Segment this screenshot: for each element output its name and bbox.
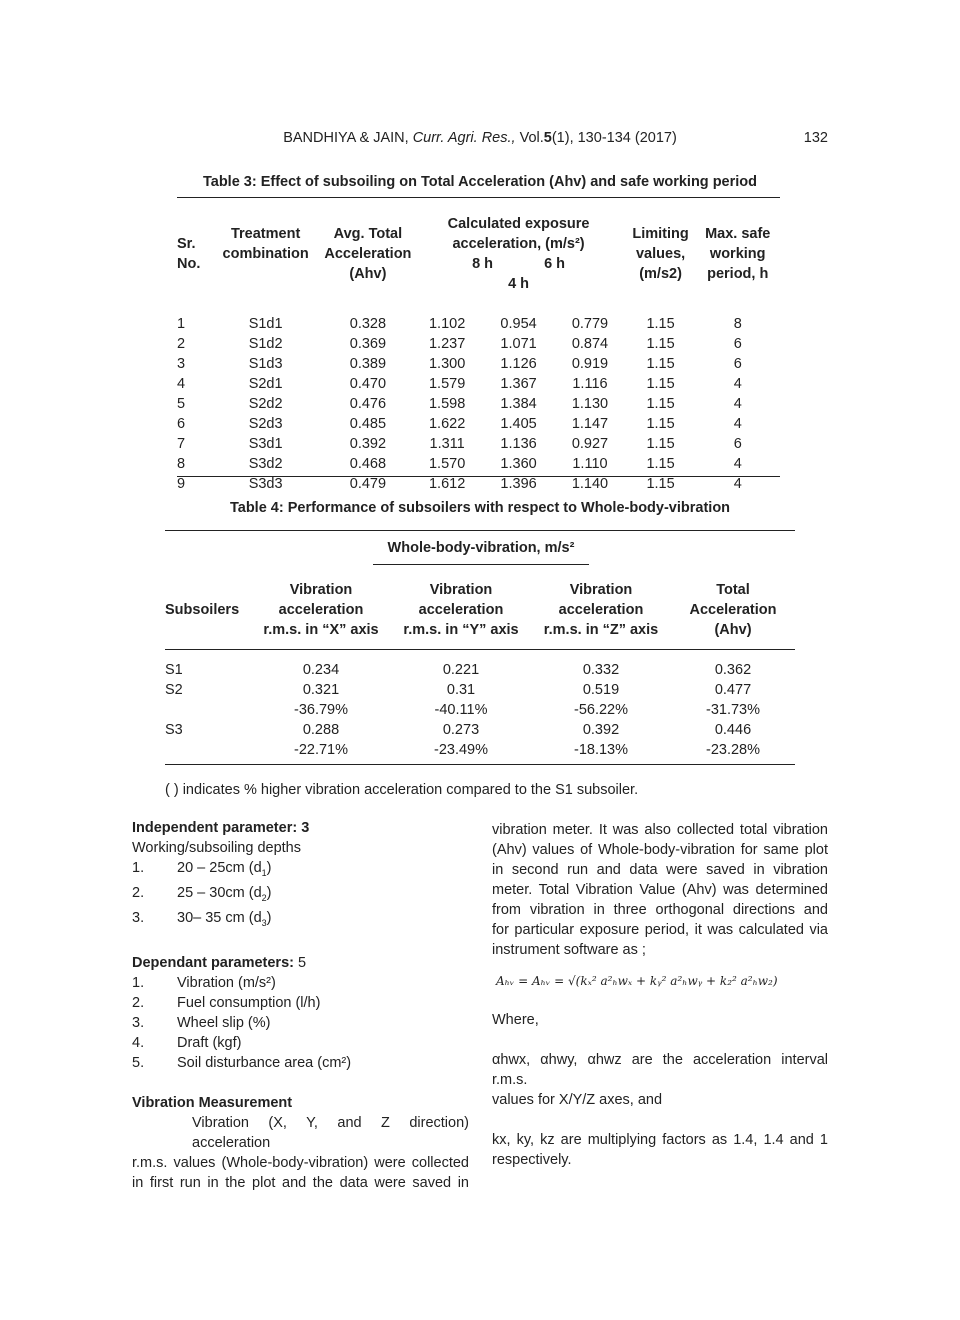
table-cell: 0.392 — [582, 722, 620, 738]
table-cell: 1.110 — [572, 456, 608, 472]
table-cell: 0.234 — [302, 662, 340, 678]
list-text-end: ) — [266, 884, 272, 901]
table-cell: S2d3 — [248, 416, 283, 432]
list-text: Fuel consumption (l/h) — [177, 994, 321, 1011]
table-cell: S3d2 — [248, 456, 283, 472]
table-cell: 1.15 — [646, 436, 675, 452]
table-cell: 1.147 — [571, 416, 609, 432]
table-cell: S3d1 — [248, 436, 283, 452]
list-text: Wheel slip (%) — [177, 1014, 271, 1031]
table-row — [165, 740, 795, 760]
table-cell: 4 — [733, 416, 742, 432]
table-cell: 1.15 — [646, 476, 675, 492]
list-number: 2. — [132, 994, 145, 1011]
table-cell: 1.136 — [500, 436, 537, 452]
table-cell: 1.622 — [428, 416, 466, 432]
table-row — [177, 414, 780, 434]
table4-h-subsoilers: Subsoilers — [165, 602, 240, 618]
right-line-5: from vibration in three orthogonal directions and — [492, 902, 828, 918]
table-cell: -18.13% — [573, 742, 628, 758]
table-cell: 6 — [733, 356, 742, 372]
table-cell: S1d1 — [248, 316, 283, 332]
table-cell: 0.477 — [714, 682, 752, 698]
table-row — [177, 394, 780, 414]
table-cell: 1.311 — [429, 436, 465, 452]
table-cell: 1.15 — [646, 416, 675, 432]
table4-top-rule — [165, 530, 795, 531]
table-cell: -31.73% — [705, 702, 760, 718]
list-text: 30– 35 cm (d — [177, 909, 262, 926]
table-cell: 6 — [733, 336, 742, 352]
table4-note: ( ) indicates % higher vibration acceleration compared to the S1 subsoiler. — [165, 782, 639, 798]
table4-group-rule — [373, 564, 589, 565]
table-cell: 7 — [177, 436, 186, 452]
table4-header-rule — [165, 649, 795, 650]
table-row — [165, 720, 795, 740]
table-cell: 1.15 — [646, 396, 675, 412]
table3-header — [177, 214, 780, 314]
table-row — [177, 354, 780, 374]
table-cell: -36.79% — [293, 702, 348, 718]
right-line-6: for particular exposure period, it was calculated via — [492, 922, 828, 938]
indep-list — [132, 858, 469, 933]
table-cell: 1.116 — [572, 376, 608, 392]
table-cell: 1.15 — [646, 356, 675, 372]
table3-h-limit: Limiting values, (m/s2) — [632, 226, 689, 282]
table4-group-header: Whole-body-vibration, m/s² — [387, 540, 575, 556]
table3-h-calc: Calculated exposure acceleration, (m/s²) 8 h 6 h4 h — [447, 216, 590, 292]
list-text: 25 – 30cm (d — [177, 884, 262, 901]
left-column — [132, 818, 469, 1193]
table-cell: 1.405 — [500, 416, 537, 432]
table-cell: 0.273 — [442, 722, 480, 738]
list-item — [132, 973, 469, 993]
table-cell: 0.927 — [571, 436, 609, 452]
table-cell: -23.28% — [705, 742, 760, 758]
vib-line-1: Vibration (X, Y, and Z direction) acceleration — [192, 1114, 469, 1151]
list-text: Soil disturbance area (cm²) — [177, 1054, 352, 1071]
dep-title: Dependant parameters: — [132, 954, 294, 971]
table4-h-x: Vibration acceleration r.m.s. in “X” axis — [263, 582, 379, 638]
table-cell: 0.389 — [349, 356, 387, 372]
right-last-line: instrument software as ; — [492, 942, 646, 958]
list-item — [132, 1013, 469, 1033]
table-cell: 0.332 — [582, 662, 620, 678]
indep-sub: Working/subsoiling depths — [132, 840, 301, 856]
table4-h-total: Total Acceleration (Ahv) — [689, 582, 777, 638]
table-cell: 1.15 — [646, 336, 675, 352]
table-cell: 0.919 — [571, 356, 609, 372]
table-cell: 1.237 — [428, 336, 466, 352]
table-cell: 1.300 — [428, 356, 466, 372]
table-cell: 1.598 — [428, 396, 466, 412]
list-item — [132, 908, 469, 933]
table-cell: 1.367 — [500, 376, 537, 392]
list-item — [132, 1033, 469, 1053]
table-cell: 1.579 — [428, 376, 466, 392]
table-cell: 4 — [177, 376, 186, 392]
header-authors: BANDHIYA & JAIN, — [283, 130, 409, 146]
table-cell: 9 — [177, 476, 186, 492]
table3-top-rule — [177, 197, 780, 198]
right-line-2: (Ahv) values of Whole-body-vibration for same plot — [492, 842, 828, 858]
alpha-line-2: values for X/Y/Z axes, and — [492, 1092, 663, 1108]
table-cell: 0.392 — [349, 436, 387, 452]
list-number: 1. — [132, 974, 145, 991]
list-text: Draft (kgf) — [177, 1034, 242, 1051]
table-cell: 1.102 — [428, 316, 466, 332]
table3-h-avg: Avg. Total Acceleration (Ahv) — [324, 226, 412, 282]
vib-line-2: r.m.s. values (Whole-body-vibration) were collected — [132, 1154, 469, 1171]
table-cell: 0.954 — [500, 316, 537, 332]
table3-h-sr: Sr. No. — [177, 236, 201, 272]
header-journal: Curr. Agri. Res., — [412, 130, 516, 146]
table-cell: 0.468 — [349, 456, 387, 472]
table-cell: 0.362 — [714, 662, 752, 678]
list-item — [132, 858, 469, 883]
table-cell: 1.15 — [646, 456, 675, 472]
vib-title: Vibration Measurement — [132, 1094, 293, 1111]
table-cell: 4 — [733, 376, 742, 392]
table-cell: 0.470 — [349, 376, 387, 392]
table-cell: 5 — [177, 396, 186, 412]
table-cell: 1.570 — [428, 456, 466, 472]
table-cell: 0.328 — [349, 316, 387, 332]
table-cell: 0.874 — [571, 336, 609, 352]
vib-line-3: in first run in the plot and the data were saved in — [132, 1174, 469, 1191]
table-cell: S1d2 — [248, 336, 283, 352]
table-cell: 0.485 — [349, 416, 387, 432]
table-cell: S1d3 — [248, 356, 283, 372]
table-row — [177, 434, 780, 454]
table4 — [165, 580, 795, 640]
table4-h-y: Vibration acceleration r.m.s. in “Y” axis — [403, 582, 519, 638]
k-line-2: respectively. — [492, 1152, 572, 1168]
table-row — [165, 660, 795, 680]
table-cell: 2 — [177, 336, 186, 352]
table-cell: 1.140 — [571, 476, 609, 492]
table4-body — [165, 660, 795, 760]
table-row — [177, 474, 780, 494]
table-cell: -40.11% — [434, 702, 488, 718]
table-cell: 8 — [733, 316, 742, 332]
right-line-3: in second run and data were saved in vibration — [492, 862, 828, 878]
table-cell: 0.779 — [571, 316, 609, 332]
table-cell: 1.384 — [500, 396, 537, 412]
table-cell: 1.15 — [646, 316, 675, 332]
list-number: 3. — [132, 1014, 145, 1031]
dep-list — [132, 973, 469, 1073]
table-cell: 1.396 — [500, 476, 537, 492]
right-line-4: meter. Total Vibration Value (Ahv) was determined — [492, 882, 828, 898]
header-vol-num: 5 — [543, 130, 552, 146]
table-row — [177, 334, 780, 354]
table3-bottom-rule — [177, 476, 780, 477]
list-item — [132, 1053, 469, 1073]
list-number: 2. — [132, 884, 145, 901]
table-row — [177, 374, 780, 394]
table4-body-table — [165, 660, 795, 760]
list-subscript: 2 — [261, 892, 267, 903]
table-cell: 0.369 — [349, 336, 387, 352]
table-cell: 6 — [177, 416, 186, 432]
list-text: 20 – 25cm (d — [177, 860, 262, 876]
list-text: Vibration (m/s²) — [177, 974, 276, 991]
table-cell: S2 — [165, 682, 183, 698]
table-cell: 0.288 — [302, 722, 340, 738]
table-cell: 3 — [177, 356, 186, 372]
table-cell: 0.31 — [446, 682, 476, 698]
table-cell: 0.519 — [582, 682, 620, 698]
table-cell: 0.476 — [349, 396, 387, 412]
table-cell: 1.612 — [428, 476, 466, 492]
table4-caption: Table 4: Performance of subsoilers with respect to Whole-body-vibration — [229, 500, 731, 516]
ahv-formula-text: Aₕᵥ = Aₕᵥ = √(kₓ² a²ₕwₓ + kᵧ² a²ₕwᵧ + k₂² a²ₕw₂) — [496, 974, 778, 988]
table3-body — [177, 314, 780, 494]
alpha-line-1: αhwx, αhwy, αhwz are the acceleration interval r.m.s. — [492, 1052, 828, 1088]
table-cell — [165, 700, 251, 720]
table-cell — [165, 740, 251, 760]
list-number: 3. — [132, 909, 145, 926]
table-cell: 0.321 — [302, 682, 340, 698]
list-subscript: 1 — [261, 867, 267, 878]
table-cell: 0.479 — [349, 476, 387, 492]
indep-title: Independent parameter: 3 — [132, 820, 310, 836]
table-cell: 1.15 — [646, 376, 675, 392]
table-cell: 4 — [733, 476, 742, 492]
table-cell: -56.22% — [573, 702, 628, 718]
table-cell: 1.126 — [500, 356, 537, 372]
list-item — [132, 993, 469, 1013]
header-vol-rest: (1), 130-134 (2017) — [551, 130, 677, 146]
table3 — [177, 214, 780, 494]
ahv-formula — [492, 960, 828, 1010]
table4-header — [165, 580, 795, 640]
table-cell: S3d3 — [248, 476, 283, 492]
table-cell: 0.221 — [442, 662, 480, 678]
table4-bottom-rule — [165, 764, 795, 765]
table-cell: 8 — [177, 456, 186, 472]
table4-h-z: Vibration acceleration r.m.s. in “Z” axis — [543, 582, 659, 638]
table-cell: 1.360 — [500, 456, 537, 472]
list-number: 4. — [132, 1034, 145, 1051]
table-cell: 0.446 — [714, 722, 752, 738]
table3-caption: Table 3: Effect of subsoiling on Total Acceleration (Ahv) and safe working period — [202, 174, 758, 190]
list-text-end: ) — [266, 860, 272, 876]
list-number: 1. — [132, 860, 145, 876]
list-text-end: ) — [266, 909, 272, 926]
table-row — [177, 454, 780, 474]
table-cell: 4 — [733, 396, 742, 412]
header-vol-prefix: Vol. — [519, 130, 544, 146]
table-row — [177, 314, 780, 334]
table-cell: 1 — [177, 316, 186, 332]
table-cell: -22.71% — [293, 742, 348, 758]
right-column — [492, 820, 828, 1170]
table-cell: S1 — [165, 662, 183, 678]
page-number: 132 — [803, 130, 828, 146]
table-row — [165, 680, 795, 700]
right-line-1: vibration meter. It was also collected total vibration — [492, 822, 828, 838]
table-cell: 6 — [733, 436, 742, 452]
table3-h-max: Max. safe working period, h — [705, 226, 771, 282]
table-cell: S2d1 — [248, 376, 283, 392]
dep-count: 5 — [298, 954, 307, 971]
dep-heading — [132, 953, 469, 973]
table-cell: S3 — [165, 722, 183, 738]
k-line-1: kx, ky, kz are multiplying factors as 1.4, 1.4 and 1 — [492, 1132, 828, 1148]
list-item — [132, 883, 469, 908]
table-cell: 4 — [733, 456, 742, 472]
table-cell: S2d2 — [248, 396, 283, 412]
table-cell: 1.071 — [500, 336, 537, 352]
list-number: 5. — [132, 1054, 145, 1071]
list-subscript: 3 — [261, 917, 267, 928]
table-cell: 1.130 — [571, 396, 609, 412]
table3-h-treatment: Treatment combination — [222, 226, 309, 262]
table-cell: -23.49% — [433, 742, 488, 758]
where-label: Where, — [492, 1012, 539, 1028]
table-row — [165, 700, 795, 720]
